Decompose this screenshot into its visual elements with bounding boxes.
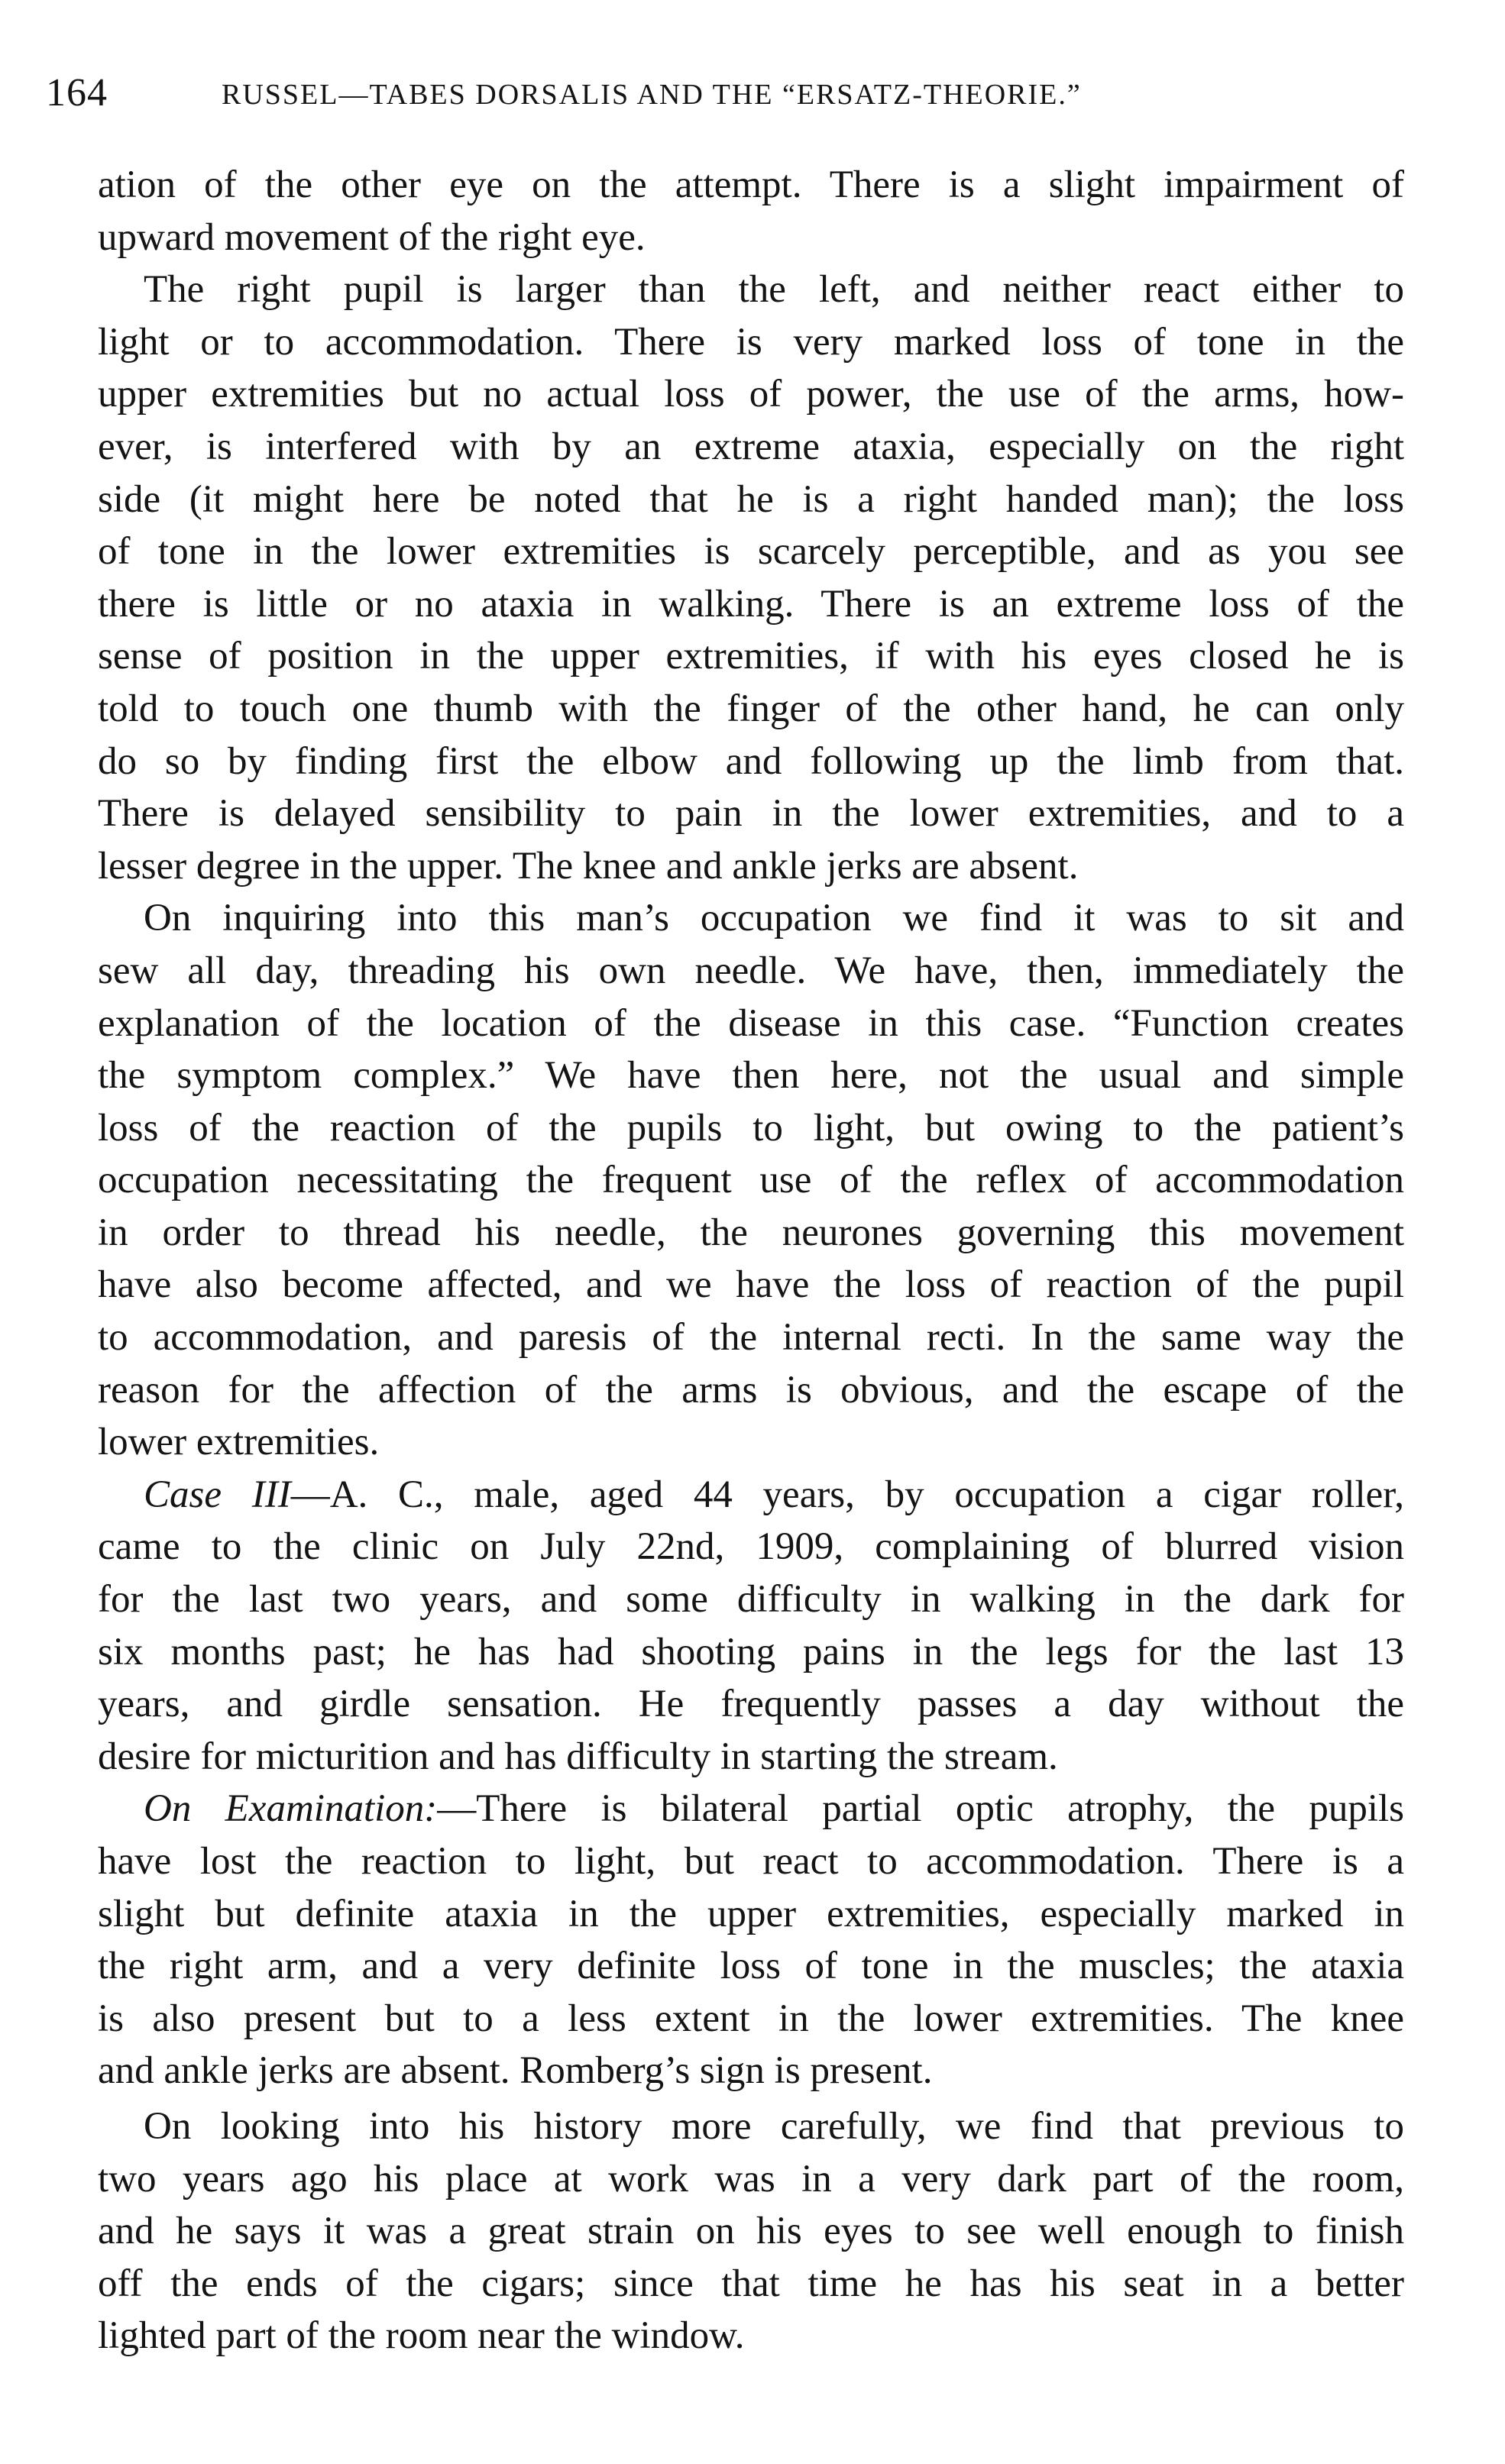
text-line: there is little or no ataxia in walking. There is an extreme loss of the (98, 582, 1404, 626)
text-line: light or to accommodation. There is very marked loss of tone in the (98, 320, 1404, 364)
text-line: and he says it was a great strain on his eyes to see well enough to finish (98, 2210, 1404, 2253)
body-text (98, 159, 1404, 2362)
text-line: slight but definite ataxia in the upper extremities, especially marked in (98, 1892, 1404, 1935)
text-line: On inquiring into this man’s occupation we find it was to sit and (144, 897, 1404, 940)
text-line-rest: —A. C., male, aged 44 years, by occupation a cigar roller, (290, 1473, 1405, 1516)
text-line: upward movement of the right eye. (98, 215, 646, 259)
text-line: sense of position in the upper extremities, if with his eyes closed he is (98, 635, 1404, 678)
text-line: sew all day, threading his own needle. We have, then, immediately the (98, 949, 1404, 992)
text-line: years, and girdle sensation. He frequently passes a day without the (98, 1683, 1404, 1726)
examination-heading-line (98, 1783, 1404, 1835)
text-line: upper extremities but no actual loss of power, the use of the arms, how- (98, 373, 1404, 416)
text-line: for the last two years, and some difficulty in walking in the dark for (98, 1578, 1404, 1622)
text-line-rest: —There is bilateral partial optic atrophy, the pupils (437, 1787, 1405, 1831)
text-line: The right pupil is larger than the left, and neither react either to (144, 268, 1404, 312)
text-line: the right arm, and a very definite loss of tone in the muscles; the ataxia (98, 1945, 1404, 1988)
text-line: There is delayed sensibility to pain in the lower extremities, and to a (98, 792, 1404, 836)
text-line: have lost the reaction to light, but react to accommodation. There is a (98, 1840, 1404, 1883)
examination-label: On Examination: (144, 1787, 438, 1831)
text-line: of tone in the lower extremities is scarcely perceptible, and as you see (98, 530, 1404, 574)
text-line: lower extremities. (98, 1421, 380, 1464)
text-line: the symptom complex.” We have then here, not the usual and simple (98, 1054, 1404, 1098)
text-line: off the ends of the cigars; since that time he has his seat in a better (98, 2262, 1404, 2305)
case-heading-line (98, 1469, 1404, 1521)
text-line: is also present but to a less extent in the lower extremities. The knee (98, 1997, 1404, 2040)
text-line: in order to thread his needle, the neurones governing this movement (98, 1211, 1404, 1254)
text-line: side (it might here be noted that he is a right handed man); the loss (98, 477, 1404, 521)
text-line: came to the clinic on July 22nd, 1909, complaining of blurred vision (98, 1525, 1404, 1569)
text-line: six months past; he has had shooting pains in the legs for the last 13 (98, 1630, 1404, 1673)
text-line: loss of the reaction of the pupils to light, but owing to the patient’s (98, 1106, 1404, 1150)
text-line: have also become affected, and we have the loss of reaction of the pupil (98, 1263, 1404, 1307)
text-line: desire for micturition and has difficulty in starting the stream. (98, 1735, 1058, 1778)
text-line: told to touch one thumb with the finger of the other hand, he can only (98, 687, 1404, 730)
text-line: two years ago his place at work was in a very dark part of the room, (98, 2157, 1404, 2200)
text-line: ever, is interfered with by an extreme ataxia, especially on the right (98, 425, 1404, 468)
text-line: explanation of the location of the disease in this case. “Function creates (98, 1001, 1404, 1045)
text-line: reason for the affection of the arms is obvious, and the escape of the (98, 1368, 1404, 1411)
text-line: lesser degree in the upper. The knee and ankle jerks are absent. (98, 844, 1079, 888)
text-line: lighted part of the room near the window. (98, 2314, 745, 2358)
text-line: and ankle jerks are absent. Romberg’s sign is present. (98, 2049, 933, 2093)
case-label: Case III (144, 1473, 291, 1516)
page-number: 164 (46, 71, 108, 115)
running-title: RUSSEL—TABES DORSALIS AND THE “ERSATZ-THEORIE.” (222, 79, 1082, 111)
text-line: occupation necessitating the frequent use of the reflex of accommodation (98, 1159, 1404, 1202)
running-head (46, 70, 1421, 124)
text-line: to accommodation, and paresis of the internal recti. In the same way the (98, 1316, 1404, 1360)
text-line: On looking into his history more carefully, we find that previous to (144, 2104, 1404, 2148)
text-line: ation of the other eye on the attempt. There is a slight impairment of (98, 163, 1404, 206)
text-line: do so by finding first the elbow and following up the limb from that. (98, 739, 1404, 783)
